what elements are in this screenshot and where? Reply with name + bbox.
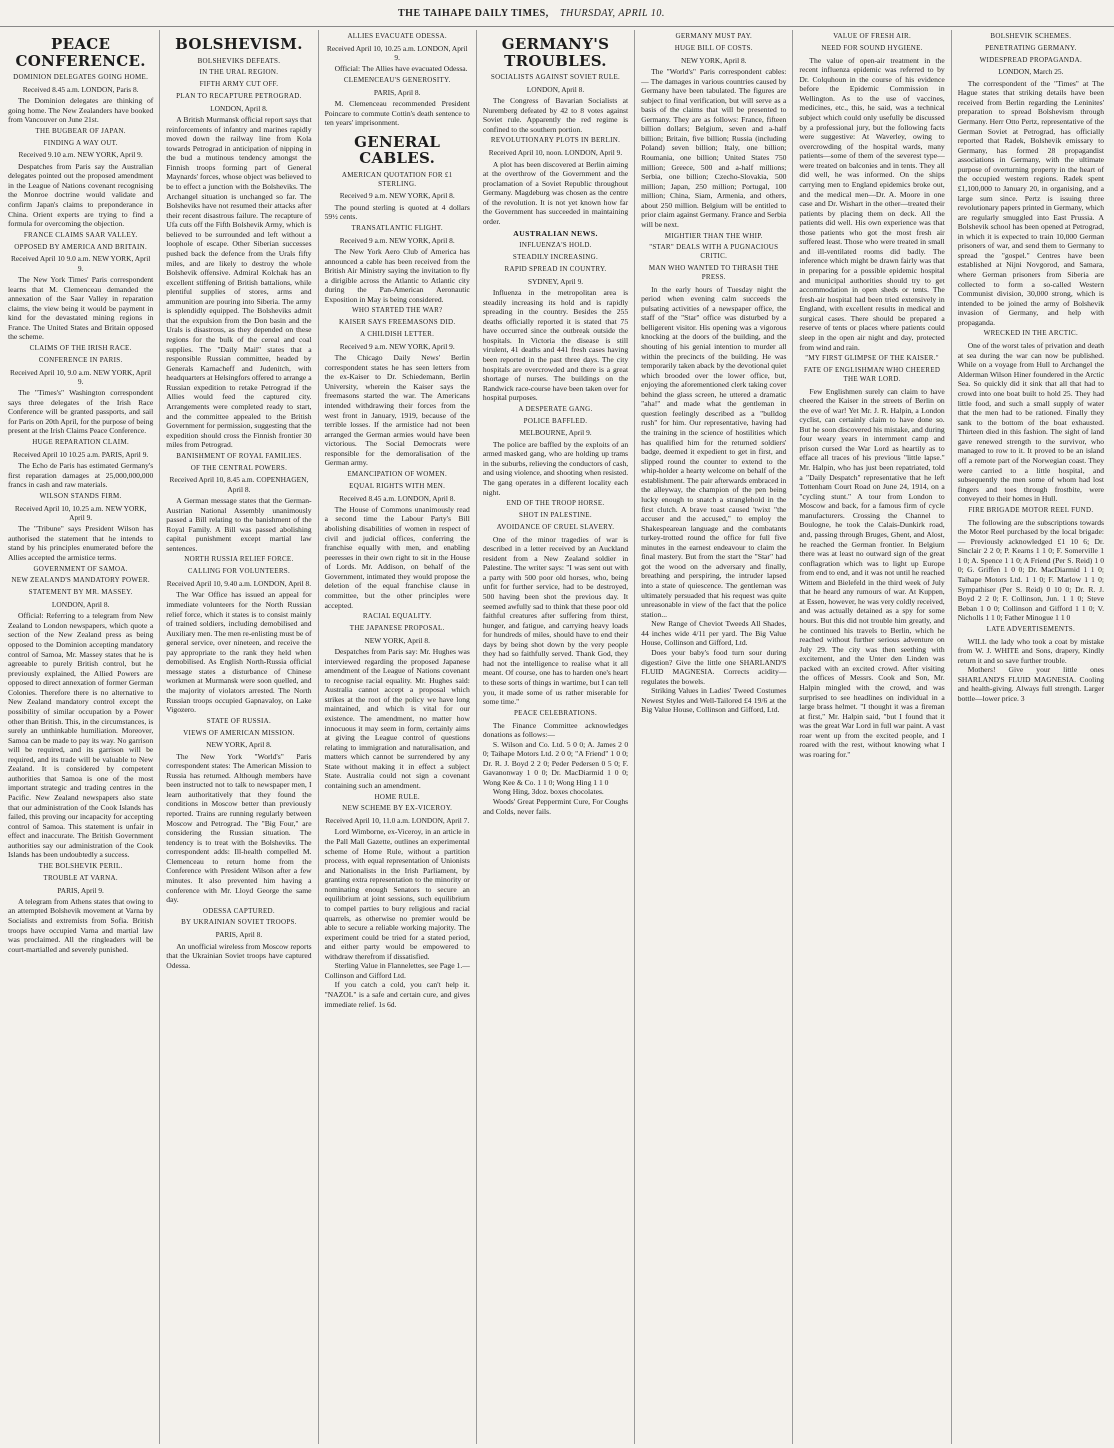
article-body: The Congress of Bavarian Socialists at Nuremberg defeated by 42 to 8 votes against Soviet rule. Apparently the red regime is confined to the southern portion. <box>482 96 629 134</box>
article-text-block <box>641 619 786 648</box>
article-body: The New York "World's" Paris correspondent states: The American Mission to Russia has returned. Although members have been instructed not to talk to newspaper men, I learn authoritatively that they found the conditions in Moscow better than previously reported. Trains are running regularly between Moscow and Petrograd. The "Big Four," are considering the Russian situation. The tendency is to treat with the Bolsheviks. The correspondent adds: Ill-health compelled M. Clemenceau to return home from the Conference with President Wilson after a few minutes. It also prevented him having a conference with Mr. Lloyd George the same day. <box>166 751 312 905</box>
article-subheading: THE JAPANESE PROPOSAL. <box>349 623 445 632</box>
newspaper-columns <box>2 30 1110 1444</box>
article-text-block <box>483 160 628 227</box>
article-subheading: PENETRATING GERMANY. <box>985 43 1077 52</box>
article-text-block <box>483 797 628 816</box>
article-text-block <box>483 535 628 707</box>
article-subheading: WIDESPREAD PROPAGANDA. <box>979 55 1083 64</box>
article-body: Official: The Allies have evacuated Odessa. <box>334 64 468 74</box>
article-body: The pound sterling is quoted at 4 dollars 59½ cents. <box>324 202 470 222</box>
article-body: The "Times's" Washington correspondent says three delegates of the Irish Race Conference will be granted passports, and sail for Paris on 20th April, for the purpose of being present at the Irish Claims Peace Conference. <box>8 388 154 436</box>
article-subheading: THE BOLSHEVIK PERIL. <box>38 861 123 870</box>
section-heading: AUSTRALIAN NEWS. <box>513 229 598 239</box>
article-subheading: INFLUENZA'S HOLD. <box>519 241 592 250</box>
article-text-block <box>799 387 944 760</box>
article-subheading: LATE ADVERTISEMENTS. <box>986 624 1076 633</box>
article-subheading: OF THE CENTRAL POWERS. <box>190 463 288 472</box>
article-dateline: Received April 10 9.0 a.m. NEW YORK, April 9. <box>10 254 151 273</box>
column-7 <box>952 30 1110 1444</box>
article-dateline: Received 9 a.m. NEW YORK, April 8. <box>339 235 455 245</box>
article-body: The Finance Committee acknowledges donations as follows:— <box>482 720 629 740</box>
article-body: An unofficial wireless from Moscow reports that the Ukrainian Soviet troops have captured Odessa. <box>166 941 312 970</box>
article-subheading: WILSON STANDS FIRM. <box>39 491 122 500</box>
article-subheading: EQUAL RIGHTS WITH MEN. <box>349 481 446 490</box>
article-dateline: LONDON, March 25. <box>998 67 1064 77</box>
article-text-block <box>8 461 153 490</box>
article-body: Official: Referring to a telegram from New Zealand to London newspapers, which quote a section of the New Zealand press as being opposed to the Dominion accepting mandatory control of Samoa, Mr. Massey states that he is agreeable to purely British control, but he previously explained, the Allied Powers are opposed to direct annexation of former German Colonies. Therefore there is no alternative to New Zealand mandatory control except the possibility of similar occupation by a Power other than British. This, in the circumstances, is surely an unthinkable humiliation. Moreover, Samoa can be made to pay its way. No garrison will be required, and its garrison will be required, and its trade will be valuable to New Zealand. It is considered by competent authorities that Samoa is one of the most important strategic and trading centres in the Pacific. New Zealand newspapers also state that our administration of the Cook Islands has failed, this proving our incapacity for accepting control of Samoa. This statement is unfair in effect and inaccurate. The British Government authorities say our administration of the Cook Islands has been undoubtedly a success. <box>8 611 154 860</box>
article-text-block <box>958 341 1104 504</box>
article-body: The "World's" Paris correspondent cables:— The damages in various countries caused by Germany have been tabulated. The figures are subject to final verification, but will serve as a basis of the claims that will be presented to Germany. They are as follows: France, fifteen billion dollars; Belgium, seven and a-half billion; Britain, five billion; Russia (including Poland) seven billion; Italy, one billion; Roumania, one billion; United States 750 million; Greece, 500 and a-half millions; Serbia, one billion; Czecho-Slovakia, 500 million; Japan, 250 million; Portugal, 100 million; China, Siam, Armenia, and others, about 250 million. Belgium will be entitled to prior claim against Germany. France and Serbia will be next. <box>641 66 787 229</box>
article-body: If you catch a cold, you can't help it. "NAZOL" is a safe and certain cure, and gives immediate relief. 1s 6d. <box>324 980 470 1009</box>
article-body: Woods' Great Peppermint Cure, For Coughs and Colds, never fails. <box>482 797 629 816</box>
article-text-block <box>483 96 628 134</box>
article-body: The Dominion delegates are thinking of going home. The New Zealanders have booked from Vancouver on June 21st. <box>8 96 154 125</box>
article-subheading: DOMINION DELEGATES GOING HOME. <box>13 73 149 81</box>
article-dateline: Received 9 a.m. NEW YORK, April 9. <box>339 341 455 351</box>
article-body: The New York Aero Club of America has announced a cable has been received from the British Air Ministry saying the invitation to fly a dirigible across the Atlantic to Atlantic city during the Pan-American Aeronautic Exposition in May is being considered. <box>324 247 470 304</box>
article-subheading: GOVERNMENT OF SAMOA. <box>33 564 128 573</box>
article-subheading: STATEMENT BY MR. MASSEY. <box>28 588 133 597</box>
article-text-block <box>8 275 153 342</box>
article-text-block <box>325 505 470 610</box>
article-dateline: Received 9 a.m. NEW YORK, April 8. <box>339 191 455 201</box>
article-subheading: CALLING FOR VOLUNTEERS. <box>187 567 291 576</box>
article-body: Few Englishmen surely can claim to have cheered the Kaiser in the streets of Berlin on the eve of war! Yet Mr. J. R. Halpin, a London cyclist, can certainly claim to have done so. But he soon discovered his mistake, and during four weary years in internment camp and prison cursed the War Lord as heartily as to efface all traces of his previous "little lapse." Mr. Halpin, who has just been repatriated, told a "Daily Despatch" representative that he left Tottenham Court Road on June 24, 1914, on a "cycling stunt." A tour from London to Moscow and back, for a famous firm of cycle manufacturers. Crossing the Channel to Boulogne, he took the Calais-Dunkirk road, and, passing through Bruges, Ghent, and Alost, he reached the German frontier. In Belgium there was at least no outward sign of the great conflagration which was to light up Europe from end to end, and it was not until he reached Wittem and Bielefeld in the third week of July that he heard any rumours of war. At Kuppen, at Essen, however, he was very coldly received, and was actually detained as a spy for some hours. But this did not trouble him greatly, and he continued his travels to Berlin, which he reached without further serious adventure on July 29. The city was then seething with excitement, and the Unter den Linden was packed with an excited crowd. After visiting the offices of Messrs. Cook and Son, Mr. Halpin mingled with the crowd, and was surprised to see headlines on individual in a large brass helmet. "I thought it was a fireman at first," Mr. Halpin said, "but I found that it was the great War Lord in full war paint. A vast roar went up from the excited people, and I roared with the rest, without knowing what I was roaring for." <box>799 386 945 759</box>
article-subheading: CLAIMS OF THE IRISH RACE. <box>29 343 132 352</box>
article-subheading: IN THE URAL REGION. <box>199 68 279 77</box>
article-text-block <box>325 961 470 980</box>
article-subheading: A CHILDISH LETTER. <box>360 330 435 339</box>
article-subheading: NEED FOR SOUND HYGIENE. <box>821 43 923 52</box>
article-dateline: Received April 10, noon. LONDON, April 9. <box>488 148 623 158</box>
article-subheading: WHO STARTED THE WAR? <box>351 306 443 315</box>
article-subheading: HOME RULE. <box>374 792 420 801</box>
article-subheading: NEW ZEALAND'S MANDATORY POWER. <box>11 576 150 585</box>
article-text-block <box>8 611 153 860</box>
article-text-block <box>325 247 470 304</box>
article-subheading: AVOIDANCE OF CRUEL SLAVERY. <box>496 522 615 531</box>
article-subheading: STATE OF RUSSIA. <box>206 716 272 725</box>
article-subheading: HUGE BILL OF COSTS. <box>674 43 753 52</box>
article-subheading: ALLIES EVACUATE ODESSA. <box>347 32 447 40</box>
article-subheading: "STAR" DEALS WITH A PUGNACIOUS CRITIC. <box>649 243 779 261</box>
issue-date: THURSDAY, APRIL 10. <box>560 8 665 19</box>
masthead <box>0 6 1114 24</box>
article-body: Despatches from Paris say the Australian delegates pointed out the proposed amendment in the League of Nations covenant recognising the Monroe doctrine would validate and confirm Japan's claims to preponderance in China. Orient experts are trying to find a formula for overcoming the objection. <box>8 161 154 229</box>
article-body: One of the minor tragedies of war is described in a letter received by an Auckland resident from a New Zealand soldier in Palestine. The writer says: "I was sent out with a party with 500 poor old horses, who, being unfit for further service, had to be destroyed, 500 having been shot the previous day. It seemed awfully sad to think that these poor old faithful creatures after suffering from thirst, hunger, and fatigue, and carrying heavy loads for hundreds of miles, should have to end their days by being shot down by the very people they had so faithfully served. Thank God, they had not the intelligence to realise what it all meant. Of course, one has to harden one's heart to these sorts of things in wartime, but I can tell you, it made some of us rather miserable for some time." <box>482 534 629 707</box>
article-dateline: PARIS, April 9. <box>57 885 104 895</box>
article-subheading: BOLSHEVIK SCHEMES. <box>990 32 1072 40</box>
article-dateline: PARIS, April 8. <box>373 87 421 97</box>
article-subheading: FATE OF ENGLISHMAN WHO CHEERED THE WAR LORD. <box>803 365 941 383</box>
section-heading: BOLSHEVISM. <box>175 35 303 53</box>
article-dateline: Received 8.45 a.m. LONDON, Paris 8. <box>22 84 139 94</box>
article-subheading: PEACE CELEBRATIONS. <box>513 708 598 717</box>
article-dateline: Received April 10, 9.40 a.m. LONDON, April 8. <box>166 579 312 589</box>
article-subheading: WRECKED IN THE ARCTIC. <box>983 329 1079 338</box>
article-text-block <box>483 721 628 740</box>
article-subheading: CONFERENCE IN PARIS. <box>38 355 123 364</box>
section-heading: GENERAL CABLES. <box>354 132 441 168</box>
article-text-block <box>166 496 311 553</box>
article-dateline: NEW YORK, April 8. <box>364 635 430 645</box>
article-subheading: REVOLUTIONARY PLOTS IN BERLIN. <box>490 136 621 145</box>
article-text-block <box>325 827 470 961</box>
article-text-block <box>166 752 311 905</box>
article-subheading: SOCIALISTS AGAINST SOVIET RULE. <box>490 73 621 81</box>
article-body: A telegram from Athens states that owing to an attempted Bolshevik movement at Varna by Socialists and extremists from Sofia. British troops have occupied Varna and martial law was proclaimed. All the ringleaders will be court-martialled and severely punished. <box>8 896 154 954</box>
article-text-block <box>166 115 311 450</box>
article-dateline: NEW YORK, April 8. <box>206 740 272 750</box>
article-body: The "Tribune" says President Wilson has authorised the statement that he intends to stand by his principles enumerated before the Allies accepted the armistice terms. <box>8 524 154 563</box>
article-subheading: POLICE BAFFLED. <box>523 416 588 425</box>
article-subheading: RACIAL EQUALITY. <box>362 612 432 621</box>
article-text-block <box>325 99 470 128</box>
article-body: A German message states that the German-Austrian National Assembly unanimously passed a Bill relating to the banishment of the Royal Family. A Bill was passed abolishing capital punishment except martial law sentences. <box>166 496 312 553</box>
article-dateline: LONDON, April 8. <box>526 84 585 94</box>
article-subheading: SHOT IN PALESTINE. <box>519 510 592 519</box>
article-text-block <box>325 647 470 790</box>
article-text-block <box>958 79 1104 328</box>
article-body: The Echo de Paris has estimated Germany's first reparation damages at 25,000,000,000 francs in cash and raw materials. <box>8 461 154 490</box>
article-text-block <box>8 162 153 229</box>
article-text-block <box>483 787 628 797</box>
column-2 <box>160 30 318 1444</box>
article-body: S. Wilson and Co. Ltd. 5 0 0; A. James 2 0 0; Taihape Motors Ltd. 2 0 0; "A Friend" 1 0 0; Dr. R. J. Boyd 2 2 0; Peder Pedersen 0 5 0; F. Gavanonway 1 0 0; Dr. MacDiarmid 1 0 0; Wong Kee & Co. 1 1 0; Wong Hing 1 1 0 <box>482 739 629 787</box>
article-body: The value of open-air treatment in the recent influenza epidemic was referred to by Dr. Colquhoun in the course of his evidence before the Epidemic Commission in Wellington. As to the use of vaccines, medicines, etc., this, he said, was a technical subject which could only usefully be discussed by a professional jury, but the following facts were suggestive: At Waverley, owing to overcrowding of the hospital wards, many patients—some of them of the severest type—were treated on balconies and in tents. They all did well, he was informed. On the ships carrying men to England epidemics broke out, and the medical men—Dr. A. Moore in one case and Dr. Wishart in the other—treated their patients by placing them on deck. All the patients did well. His own experience was that those patients who got the most fresh air suffered least. Those who were treated in small and ill-ventilated rooms did badly. The inference which might be drawn fairly was that in preparing for a possible epidemic hospital and municipal authorities should try to get accommodation in open sheds or tents. The fresh-air hospital had been tried extensively in England, with excellent results in medical and surgical cases. There should be prepared a reserve of tents or places where patients could sleep in the open air night and day, protected from wind and rain. <box>799 55 945 352</box>
article-subheading: MIGHTIER THAN THE WHIP. <box>664 231 763 240</box>
article-dateline: Received April 10, 10.25 a.m. LONDON, April 9. <box>326 43 468 63</box>
article-body: Does your baby's food turn sour during digestion? Give the little one SHARLAND'S FLUID MAGNESIA. Corrects acidity—regulates the bowels. <box>641 647 787 686</box>
article-subheading: THE BUGBEAR OF JAPAN. <box>35 126 126 135</box>
article-dateline: Received 8.45 a.m. LONDON, April 8. <box>339 493 456 503</box>
article-subheading: BY UKRAINIAN SOVIET TROOPS. <box>181 918 297 927</box>
section-heading: PEACE CONFERENCE. <box>15 35 146 70</box>
article-dateline: Received April 10, 8.45 a.m. COPENHAGEN, April 8. <box>169 475 309 494</box>
article-text-block <box>958 518 1104 623</box>
article-body: Mothers! Give your little ones SHARLAND'S FLUID MAGNESIA. Cooling and health-giving. Always full strength. Larger bottle—lower price. 3 <box>957 665 1104 703</box>
article-body: The following are the subscriptions towards the Motor Reel purchased by the local brigade:— Previously acknowledged £1 10 6; Dr. Sinclair 2 2 0; P. Kearns 1 1 0; F. Somerville 1 1 0; A. Spence 1 1 0; A Friend (Per S. Reid) 1 0 0; G. Griffen 1 0 0; Dr. MacDiarmid 1 1 0; Taihape Motors Ltd. 1 1 0; F. Marlow 1 1 0; Sympathiser (Per S. Reid) 0 10 0; Dr. R. J. Boyd 2 2 0; F. Collinson, Jun. 1 1 0; Steve Beban 1 0 0; Collinson and Gifford 1 1 0; V. Nicholls 1 1 0; Father Minogue 1 1 0 <box>957 517 1104 623</box>
article-subheading: EMANCIPATION OF WOMEN. <box>347 469 448 478</box>
article-subheading: FIRE BRIGADE MOTOR REEL FUND. <box>968 505 1094 514</box>
article-subheading: HUGE REPARATION CLAIM. <box>32 438 130 447</box>
article-subheading: END OF THE TROOP HORSE. <box>506 499 605 508</box>
column-4 <box>477 30 635 1444</box>
article-body: The War Office has issued an appeal for immediate volunteers for the North Russian relief force, which it states is to consist mainly of trained soldiers, including demobilised and Auxiliary men. The men re-enlisting must be of general service, over nineteen, and receive the pay appropriate to the rank they held when demobilised. As English North-Russia official message states a disturbance of Chinese workmen at Murmansk were soon quelled, and the majority of violators arrested. The North Russian troops occupied Gapnavaloy, on Lake Vigozero. <box>166 590 312 715</box>
article-subheading: GERMANY MUST PAY. <box>675 32 753 40</box>
article-text-block <box>483 440 628 497</box>
newspaper-title: THE TAIHAPE DAILY TIMES, <box>398 8 549 19</box>
article-body: Wong Hing, 3doz. boxes chocolates. <box>492 787 604 797</box>
article-body: A plot has been discovered at Berlin aiming at the overthrow of the Government and the proclamation of a Soviet Republic throughout Germany. Magdeburg was chosen as the centre of the revolution. It is not yet known how far the Government has succeeded in maintaining order. <box>482 159 629 226</box>
article-subheading: NORTH RUSSIA RELIEF FORCE. <box>184 555 294 564</box>
article-text-block <box>958 637 1104 666</box>
article-subheading: A DESPERATE GANG. <box>518 404 593 413</box>
article-text-block <box>8 897 153 954</box>
article-body: Lord Wimborne, ex-Viceroy, in an article in the Pall Mall Gazette, outlines an experimental scheme of Home Rule, without a partition process, with equal representation of Unionists and Nationalists in the Irish Parliament, by granting extra representation to the minority or nominating enough Senators to secure an equilibrium at joint sessions, such equilibrium to compel parties to bury religious and racial quarrels, as otherwise no premier would be able to secure a reliable working majority. The experiment could be tried for a stated period, and either party would be empowered to withdraw therefrom if dissatisfied. <box>324 827 470 961</box>
article-text-block <box>483 740 628 788</box>
article-body: The House of Commons unanimously read a second time the Labour Party's Bill abolishing disabilities of women in respect of civil and judicial offices, conferring the franchise equally with men, and enabling peeresses in their own right to sit in the House of Lords. Mr. Addison, on behalf of the Government, intimated they would propose the deletion of the equal franchise clause in committee, but the other principles were accepted. <box>324 504 470 610</box>
article-subheading: FIFTH ARMY CUT OFF. <box>199 80 279 89</box>
article-text-block <box>8 388 153 436</box>
article-subheading: AMERICAN QUOTATION FOR £1 STERLING. <box>341 170 453 188</box>
article-text-block <box>325 64 470 74</box>
article-body: Despatches from Paris say: Mr. Hughes was interviewed regarding the proposed Japanese amendment of the League of Nations covenant to recognise racial equality. Mr. Hughes said: Australia cannot accept a proposal which strikes at the root of the policy we have long maintained, and which is vital for our existence. The amendment, no matter how innocuous it may seem in form, certainly aims at giving the League control of questions relating to immigration and naturalisation, and matters which cannot be surrendered by any State without making it in effect a subject State. Australia could not sign a covenant containing such an amendment. <box>324 647 470 790</box>
article-text-block <box>8 96 153 125</box>
article-subheading: "MY FIRST GLIMPSE OF THE KAISER." <box>805 354 939 363</box>
article-text-block <box>325 353 470 468</box>
column-1 <box>2 30 160 1444</box>
article-body: A British Murmansk official report says that reinforcements of infantry and marines rapidly moved down the railway line from Kola towards Petrograd in anticipation of nipping in the bud a mutinous tendency amongst the Finnish troops forming part of General Maynards' forces, whose object was believed to be to effect a junction with the Bolsheviks. The Archangel situation is unchanged so far. The Bolsheviks have not resumed their attacks after their recent disastrous failure. The recapture of Ufa cuts off the Fifth Bolshevik Army, which is believed to be surrounded and left without a loophole of escape. Other Siberian successes pushed back the defence from the Urals fifty miles, and are likely to destroy the whole Bolshevik offensive. Admiral Kolchak has an excellent stiffening of British battalions, while plentiful supplies of stores, arms and ammunition are pouring into Siberia. The army is splendidly equipped. The Bolsheviks admit that the expulsion from the Don basin and the Urals is disastrous, as they depended on these regions for the bulk of the cereal and coal supplies. The "Daily Mail" states that a responsible Russian committee, headed by Generals Karnacheff and Judenitch, with headquarters at Helsingfors offered to arrange a Russian expedition to retake Petrograd if the Allies would feed the captured city. Arrangements were completed ready to start, and the committee appealed to the British Government for permission, suggesting that the expedition should cross the Finnish frontier 30 miles from Petrograd. <box>166 115 312 450</box>
article-subheading: RAPID SPREAD IN COUNTRY. <box>504 264 607 273</box>
article-text-block <box>483 288 628 403</box>
article-body: In the early hours of Tuesday night the period when evening calm succeeds the pulsating activities of a newspaper office, the staff of the "Star" office was disturbed by a belligerent visitor. His opening was a vigorous knocking at the doors of the building, and the shouting of his genial intention to murder all within the precincts of the building. He was temporarily taken aback by the devotional quiet which brooded over the lower office, but, enjoying the aforementioned clerk taking cover behind the glass screen, he uttered a dramatic "aha!" and made what the gentleman in question feelingly described as a "bulldog rush" for him. Our representative, having had the training in the science of hostilities which has qualified him for the returned soldiers' badge, deemed it expedient to get in first, and slipped round the counter to extend to the whip-holder a hearty welcome on behalf of the establishment. The pair afterwards embraced in the alleyway, the champion of the pen being lucky enough to snatch a stranglehold in the first clutch. A brave toast caused 'twixt "the accuser and the accused," to employ the Shakespearean language and the combatants turkey-trotted round the office for full five minutes in the earnest endeavour to claim the final mastery. But from the start the "Star" had got the wood on the adversary and finally, breathing and perspiring, the intruder lapsed into a state of quiescence. The gentleman was ultimately persuaded that his request was quite unreasonable in view of the fact that the police station... <box>641 284 787 619</box>
article-subheading: STEADILY INCREASING. <box>512 253 599 262</box>
article-dateline: Received April 10, 9.0 a.m. NEW YORK, April 9. <box>10 367 152 386</box>
article-dateline: LONDON, April 8. <box>210 103 268 113</box>
article-text-block <box>641 285 786 620</box>
section-heading: GERMANY'S TROUBLES. <box>501 35 610 70</box>
article-body: WILL the lady who took a coat by mistake from W. J. WHITE and Sons, drapery, Kindly return it and so save further trouble. <box>957 636 1104 665</box>
article-subheading: ODESSA CAPTURED. <box>202 906 275 915</box>
article-dateline: Received April 10, 10.25 a.m. NEW YORK, April 9. <box>14 503 147 522</box>
article-subheading: NEW SCHEME BY EX-VICEROY. <box>342 804 453 813</box>
article-dateline: LONDON, April 8. <box>51 600 110 610</box>
article-subheading: OPPOSED BY AMERICA AND BRITAIN. <box>14 242 148 251</box>
article-subheading: FRANCE CLAIMS SAAR VALLEY. <box>23 230 138 239</box>
article-text-block <box>8 524 153 562</box>
article-dateline: Received April 10 10.25 a.m. PARIS, April 9. <box>13 449 149 459</box>
article-text-block <box>799 56 944 352</box>
article-subheading: FINDING A WAY OUT. <box>43 138 118 147</box>
article-subheading: MAN WHO WANTED TO THRASH THE PRESS. <box>648 263 779 281</box>
article-text-block <box>325 203 470 222</box>
article-subheading: PLAN TO RECAPTURE PETROGRAD. <box>176 91 302 100</box>
article-text-block <box>641 648 786 686</box>
article-subheading: KAISER SAYS FREEMASONS DID. <box>339 318 456 327</box>
article-dateline: MELBOURNE, April 9. <box>519 428 592 438</box>
article-body: The New York Times' Paris correspondent learns that M. Clemenceau demanded the annexation of the Saar Valley in reparation claims, the view being it would be payment in kind for the devastated mining regions in France. The United States and Britain opposed the scheme. <box>8 275 154 342</box>
article-body: Striking Values in Ladies' Tweed Costumes Newest Styles and Well-Tailored £4 19/6 at the Big Value House, Collinson and Gifford, Ltd. <box>641 686 787 715</box>
article-dateline: PARIS, April 8. <box>215 930 263 940</box>
article-dateline: Received April 10, 11.0 a.m. LONDON, April 7. <box>325 816 470 826</box>
article-subheading: CLEMENCEAU'S GENEROSITY. <box>343 76 451 85</box>
column-5 <box>635 30 793 1444</box>
article-subheading: VIEWS OF AMERICAN MISSION. <box>183 728 295 737</box>
article-subheading: VALUE OF FRESH AIR. <box>833 32 912 40</box>
article-subheading: TRANSATLANTIC FLIGHT. <box>351 223 443 232</box>
article-text-block <box>166 942 311 971</box>
column-6 <box>793 30 951 1444</box>
article-body: The correspondent of the "Times" at The Hague states that striking details have been received from Berlin regarding the Leninites' preparation to spread Bolshevism through Germany. Herr Otto Pertz, representative of the German Soviet at Petrograd, has officially reported that Radek, Bolshevik emissary to Germany, has formed 28 propagandist associations in Germany, with the ultimate purpose of overturning property in the heart of the occupied western regions. Radek spent £1,100,000 to January 20, in organising, and a large sum since. Pertz is issuing three revolutionary papers printed in Germany, which are regularly smuggled into East Prussia. A Bolshevik school has been opened at Petrograd, in which it is expected to train 10,000 German prisoners of war, and send them to Germany to spread the "gospel." Centres have been established at Nijni Novgorod, and Samara, where German prisoners from Siberia are collected to form a so-called Western Communist division, 30,000 strong, which is intended to be joined the army of Bolshevik invasion of Germany, and help with propaganda. <box>957 78 1104 327</box>
article-text-block <box>958 665 1104 703</box>
article-dateline: SYDNEY, April 9. <box>527 276 584 286</box>
article-text-block <box>641 67 786 230</box>
article-subheading: BANISHMENT OF ROYAL FAMILIES. <box>176 451 302 460</box>
article-dateline: Received 9.10 a.m. NEW YORK, April 9. <box>18 150 143 160</box>
masthead-rule <box>0 26 1114 27</box>
article-subheading: BOLSHEVIKS DEFEATS. <box>197 56 281 65</box>
article-subheading: TROUBLE AT VARNA. <box>43 873 118 882</box>
article-body: The Chicago Daily News' Berlin correspondent states he has seen letters from the ex-Kaiser to Dr. Schiedemann, Berlin University, wherein the Kaiser says the freemasons started the war. The Americans intended withdrawing their forces from the west front in January, 1919, because of the terrible losses. If the armistice had not been arranged the German armies would have been victorious. The Social Democrats were responsible for the demoralisation of the German army. <box>324 353 470 468</box>
column-3 <box>319 30 477 1444</box>
article-dateline: NEW YORK, April 8. <box>681 55 747 65</box>
article-text-block <box>166 590 311 714</box>
article-text-block <box>325 980 470 1009</box>
article-body: One of the worst tales of privation and death at sea during the war can now be published. While on a voyage from Hull to Archangel the Alderman Wilson Hiner foundered in the Arctic Sea. So quickly did it sink that all that had to crowd into one boat built to hold 25. They had little food, and such a small supply of water that the men had to be rationed. Finally they sank to the bottom of the boat exhausted. Thirteen died in this fashion. The sight of land gave renewed strength to the survivor, who managed to row to it. It proved to be an island off a remote part of the Norwegian coast. They were carried to a little hospital, and subsequently the men some of whom had lost fingers and toes through frostbite, were conveyed to their homes in Hull. <box>957 341 1104 504</box>
article-body: New Range of Cheviot Tweeds All Shades, 44 inches wide 4/11 per yard. The Big Value House, Collinson and Gifford, Ltd. <box>641 619 787 648</box>
article-body: Influenza in the metropolitan area is steadily increasing its hold and is rapidly spreading in the country. Besides the 255 deaths officially reported it is stated that 75 have occurred since the outbreak outside the hospitals. In Victoria the disease is still virulent, 41 deaths and 441 fresh cases having been reported in the past three days. The city hospitals are overcrowded and there is a great shortage of nurses. The buildings on the Randwick race-course have been taken over for hospital purposes. <box>482 288 629 403</box>
article-body: The police are baffled by the exploits of an armed masked gang, who are holding up trams in the suburbs, relieving the conductors of cash, and using violence, and shooting when resisted. The gang operates in a different locality each night. <box>482 439 629 497</box>
article-text-block <box>641 686 786 715</box>
article-body: M. Clemenceau recommended President Poincare to commute Cottin's death sentence to ten years' imprisonment. <box>324 99 470 128</box>
article-body: Sterling Value in Flannelettes, see Page 1.—Collinson and Gifford Ltd. <box>324 961 470 980</box>
